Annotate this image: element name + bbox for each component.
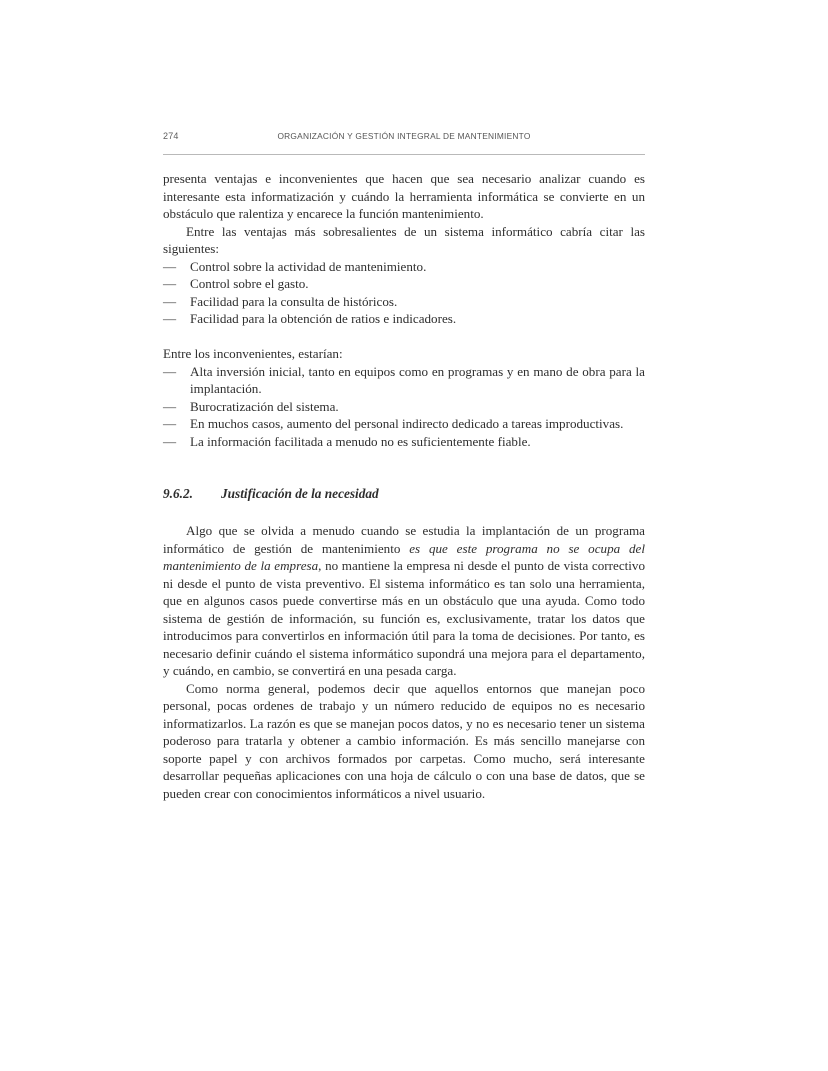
running-title: ORGANIZACIÓN Y GESTIÓN INTEGRAL DE MANTENIMIENTO [277,131,531,141]
em-dash-marker: — [163,363,177,379]
list-item [163,275,645,293]
paragraph-disadvantages-intro: Entre los inconvenientes, estarían: [163,346,343,361]
paragraph-text-a: Algo que se olvida a menudo cuando se estudia la implantación de un programa informático de gestión de mantenimiento [163,523,645,556]
page-content [163,0,645,802]
section-paragraph-1 [163,522,645,680]
list-item-label: Burocratización del sistema. [190,398,339,414]
list-item [163,293,645,311]
list-item [163,433,645,451]
paragraph-continuation: presenta ventajas e inconvenientes que hacen que sea necesario analizar cuando es interesante esta informatización y cuándo la herramienta informática se convierte en un obstáculo que ralentiza y encarece la función mantenimiento. [163,171,645,221]
body-text [163,170,645,802]
em-dash-marker: — [163,398,177,414]
list-item [163,363,645,398]
em-dash-marker: — [163,311,177,326]
section-heading [163,485,645,503]
disadvantages-list [163,363,645,451]
list-item-label: Alta inversión inicial, tanto en equipos como en programas y en mano de obra para la implantación. [190,363,645,396]
em-dash-marker: — [163,276,177,291]
em-dash-marker: — [163,293,177,309]
list-item [163,258,645,276]
em-dash-marker: — [163,433,177,449]
section-paragraph-2: Como norma general, podemos decir que aquellos entornos que manejan poco personal, pocas ordenes de trabajo y un número reducido de equipos no es necesario informatizarlos. La razón es que se manejan pocos datos, y no es necesario tener un sistema poderoso para tratarla y obtener a cambio información. Es más sencillo manejarse con soporte papel y con archivos formados por carpetas. Como mucho, será interesante desarrollar pequeñas aplicaciones con una hoja de cálculo o con una base de datos, que se pueden crear con conocimientos informáticos a nivel usuario. [163,680,645,801]
em-dash-marker: — [163,258,177,274]
list-item [163,310,645,328]
list-item-label: Control sobre la actividad de mantenimiento. [190,258,427,274]
page-number: 274 [163,131,179,141]
paragraph-text-b: , no mantiene la empresa ni desde el punto de vista correctivo ni desde el punto de vista preventivo. El sistema informático es tan solo una herramienta, que en algunos casos puede convertirse más en un obstáculo que una ayuda. Como todo sistema de gestión de información, su función es, exclusivamente, tratar los datos que introducimos para convertirlos en información útil para la toma de decisiones. Por tanto, es necesario definir cuándo el sistema informático supondrá una mejora para el departamento, y cuándo, en cambio, se convertirá en una pesada carga. [163,558,646,678]
advantages-list [163,258,645,328]
paragraph-advantages-intro: Entre las ventajas más sobresalientes de un sistema informático cabría citar las siguientes: [163,223,645,256]
section-number: 9.6.2. [163,486,193,501]
em-dash-marker: — [163,416,177,431]
list-item-label: En muchos casos, aumento del personal indirecto dedicado a tareas improductivas. [190,416,624,431]
list-item [163,415,645,433]
list-item [163,398,645,416]
running-head [163,130,645,150]
list-item-label: Facilidad para la consulta de históricos. [190,293,398,309]
paragraph-emphasis: es que este programa no se ocupa del mantenimiento de la empresa [163,540,645,573]
list-item-label: La información facilitada a menudo no es suficientemente fiable. [190,433,531,449]
list-item-label: Control sobre el gasto. [190,276,309,291]
header-rule [163,154,645,155]
list-item-label: Facilidad para la obtención de ratios e indicadores. [190,311,457,326]
section-title: Justificación de la necesidad [221,486,379,501]
